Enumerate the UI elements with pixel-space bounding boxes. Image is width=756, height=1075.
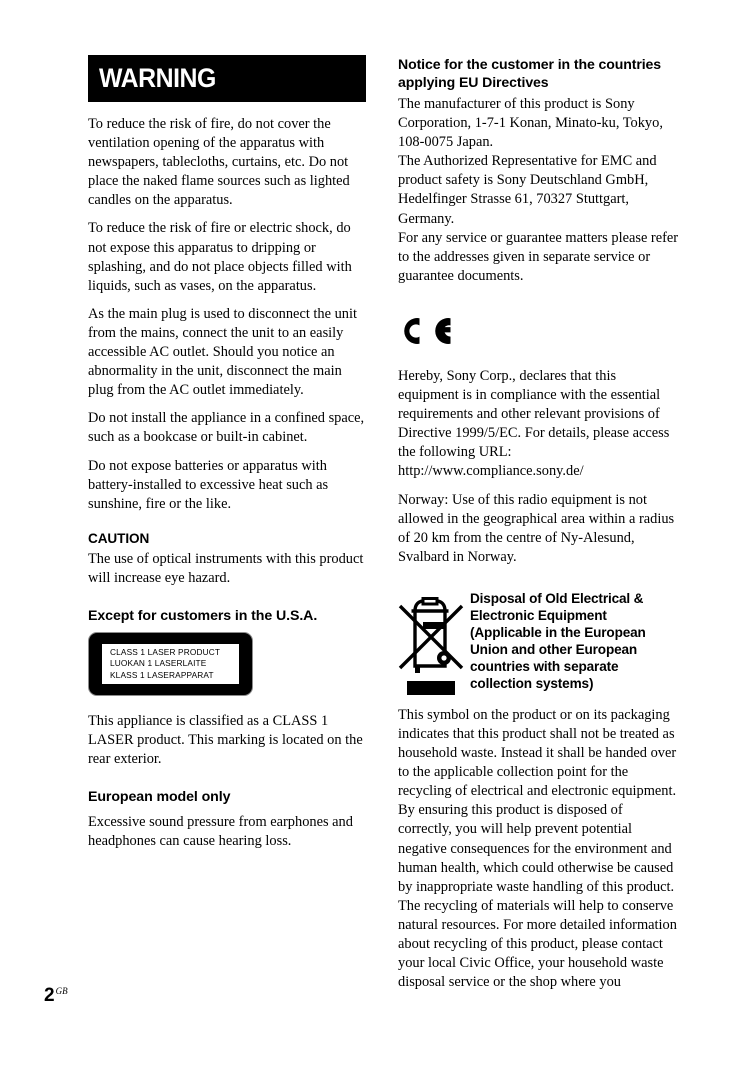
laser-class-label-inner [102, 644, 239, 684]
disposal-block [398, 589, 680, 704]
laser-class-label [88, 632, 253, 696]
caution-heading: CAUTION [88, 530, 150, 546]
warning-paragraph-1: To reduce the risk of fire, do not cover the ventilation opening of the apparatus with newspapers, tablecloths, curtains, etc. Do not place the naked flame sources such as lighted candles on the apparatus. [88, 116, 350, 209]
crossed-out-wheelie-bin-icon [398, 592, 464, 704]
disposal-body: This symbol on the product or on its packaging indicates that this product shall not be treated as household waste. Instead it shall be handed over to the applicable collection point for the recycling of electrical and electronic equipment. By ensuring this product is disposed of correctly, you will help prevent potential negative consequences for the environment and human health, which could otherwise be caused by inappropriate waste handling of this product. The recycling of materials will help to conserve natural resources. For more detailed information about recycling of this product, please contact your local Civic Office, your household waste disposal service or the shop where you [398, 706, 677, 991]
european-model-body: Excessive sound pressure from earphones and headphones can cause hearing loss. [88, 814, 353, 850]
warning-paragraph-5: Do not expose batteries or apparatus with battery-installed to excessive heat such as sunshine, fire or the like. [88, 457, 329, 512]
page-number-value: 2 [44, 985, 55, 1006]
european-model-heading: European model only [88, 789, 231, 806]
disposal-heading: Disposal of Old Electrical & Electronic Equipment (Applicable in the European Union and other European countries with separate collection systems) [470, 590, 646, 692]
left-column [88, 55, 366, 860]
caution-body: The use of optical instruments with this product will increase eye hazard. [88, 550, 364, 586]
eu-notice-heading: Notice for the customer in the countries applying EU Directives [398, 56, 662, 90]
laser-label-line-1: CLASS 1 LASER PRODUCT [110, 646, 221, 657]
warning-paragraph-2: To reduce the risk of fire or electric shock, do not expose this apparatus to dripping or splashing, and do not place objects filled with liquids, such as vases, on the apparatus. [88, 220, 352, 294]
laser-label-line-3: KLASS 1 LASERAPPARAT [110, 669, 214, 680]
warning-banner-label: WARNING [99, 63, 216, 93]
eu-notice-manufacturer: The manufacturer of this product is Sony Corporation, 1-7-1 Konan, Minato-ku, Tokyo, 108-0075 Japan. [398, 96, 663, 151]
right-column [398, 55, 680, 1001]
laser-classification-body: This appliance is classified as a CLASS 1 LASER product. This marking is located on the rear exterior. [88, 712, 363, 768]
page-number [44, 986, 68, 1005]
eu-notice-representative: The Authorized Representative for EMC and product safety is Sony Deutschland GmbH, Hedelfinger Strasse 61, 70327 Stuttgart, Germany. [398, 153, 657, 227]
laser-label-line-2: LUOKAN 1 LASERLAITE [110, 658, 207, 669]
ce-marking-icon [400, 314, 460, 348]
eu-notice-service: For any service or guarantee matters please refer to the addresses given in separate service or guarantee documents. [398, 229, 679, 284]
weee-icon-wrap [398, 589, 470, 704]
page-region-code: GB [55, 985, 68, 996]
norway-restriction-body: Norway: Use of this radio equipment is not allowed in the geographical area within a radius of 20 km from the centre of Ny-Alesund, Svalbard in Norway. [398, 491, 675, 565]
warning-paragraph-3: As the main plug is used to disconnect the unit from the mains, connect the unit to an easily accessible AC outlet. Should you notice an abnormality in the unit, disconnect the main plug from the AC outlet immediately. [88, 305, 357, 399]
warning-banner [88, 55, 366, 102]
warning-paragraph-4: Do not install the appliance in a confined space, such as a bookcase or built-in cabinet. [88, 410, 365, 446]
ce-declaration-body: Hereby, Sony Corp., declares that this equipment is in compliance with the essential requirements and other relevant provisions of Directive 1999/5/EC. For details, please access the following URL: http://www.compliance.sony.de/ [398, 367, 670, 480]
except-usa-heading: Except for customers in the U.S.A. [88, 607, 318, 624]
